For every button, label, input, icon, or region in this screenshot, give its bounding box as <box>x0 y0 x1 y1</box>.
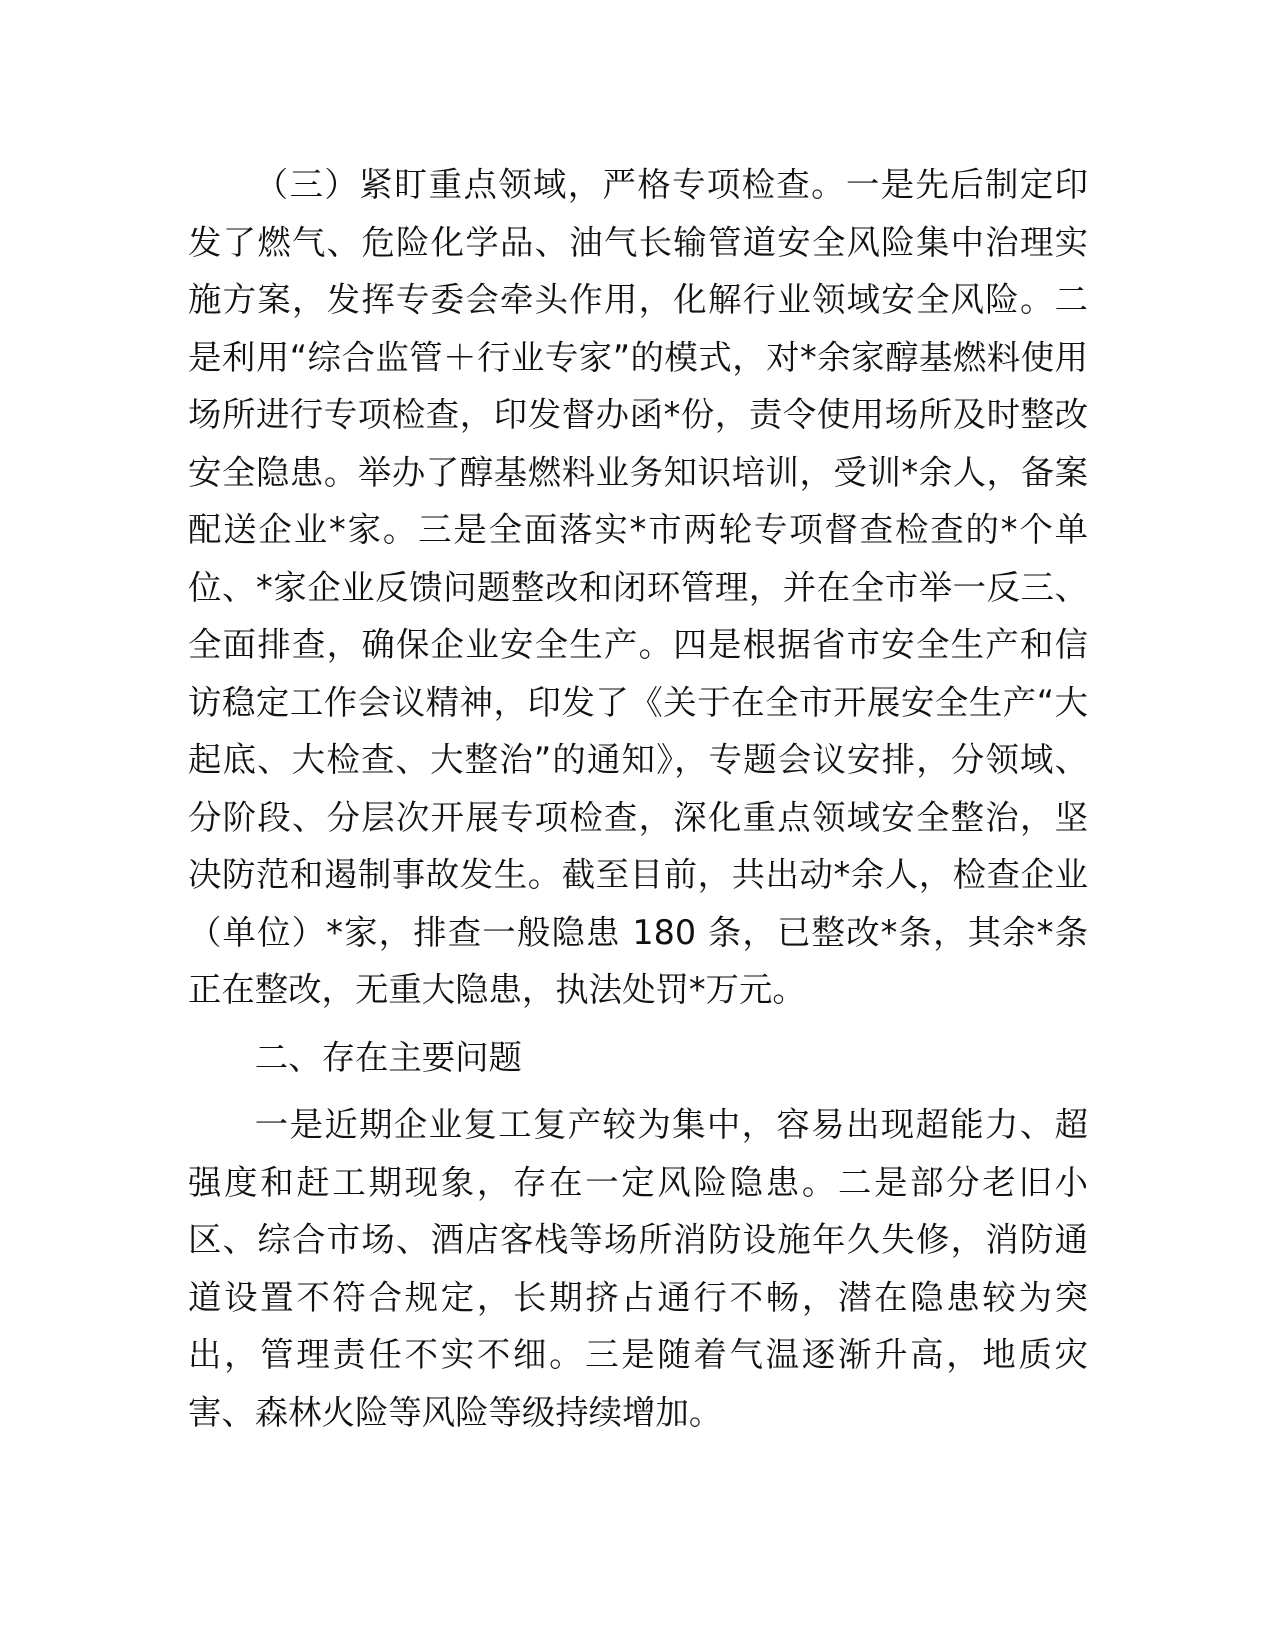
document-body <box>188 156 1088 1441</box>
section-heading-main-problems: 二、存在主要问题 <box>254 1037 522 1077</box>
paragraph-key-area-inspections: （三）紧盯重点领域，严格专项检查。一是先后制定印发了燃气、危险化学品、油气长输管道安全风险集中治理实施方案，发挥专委会牵头作用，化解行业领域安全风险。二是利用“综合监管＋行业专家”的模式，对*余家醇基燃料使用场所进行专项检查，印发督办函*份，责令使用场所及时整改安全隐患。举办了醇基燃料业务知识培训，受训*余人，备案配送企业*家。三是全面落实*市两轮专项督查检查的*个单位、*家企业反馈问题整改和闭环管理，并在全市举一反三、全面排查，确保企业安全生产。四是根据省市安全生产和信访稳定工作会议精神，印发了《关于在全市开展安全生产“大起底、大检查、大整治”的通知》，专题会议安排，分领域、分阶段、分层次开展专项检查，深化重点领域安全整治，坚决防范和遏制事故发生。截至目前，共出动*余人，检查企业（单位）*家，排查一般隐患 180 条，已整改*条，其余*条正在整改，无重大隐患，执法处罚*万元。 <box>188 165 1088 1009</box>
paragraph-main-problems: 一是近期企业复工复产较为集中，容易出现超能力、超强度和赶工期现象，存在一定风险隐患。二是部分老旧小区、综合市场、酒店客栈等场所消防设施年久失修，消防通道设置不符合规定，长期挤占通行不畅，潜在隐患较为突出，管理责任不实不细。三是随着气温逐渐升高，地质灾害、森林火险等风险等级持续增加。 <box>188 1105 1088 1432</box>
